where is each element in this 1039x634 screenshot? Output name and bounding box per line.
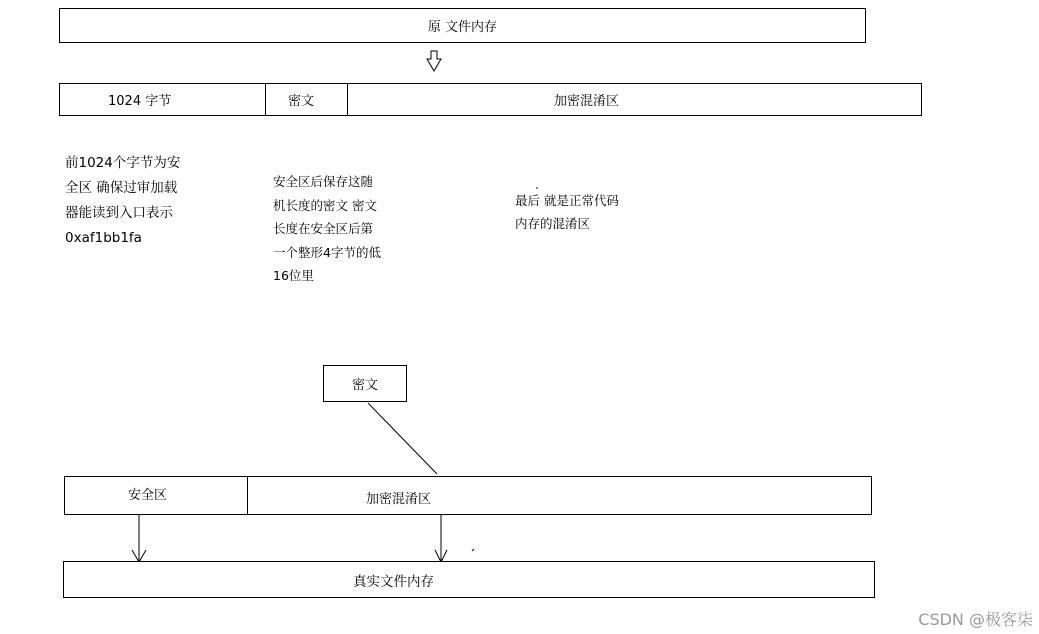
bytes-cell-label: 1024 字节 [108, 94, 172, 109]
cipher-note: 安全区后保存这随 机长度的密文 密文 长度在安全区后第 一个整形4字节的低 16位里 [273, 174, 381, 283]
middle-obfuscation-cell [248, 477, 871, 514]
obfuscation-down-arrow [435, 515, 447, 562]
real-file-memory-label: 真实文件内存 [353, 573, 434, 590]
layout-row [59, 83, 922, 116]
obfuscation-cell [348, 84, 921, 115]
safe-area-label: 安全区 [128, 488, 168, 503]
middle-row [64, 476, 872, 515]
stray-mark [472, 549, 474, 551]
safe-area-down-arrow [132, 515, 146, 562]
obfuscation-cell-label: 加密混淆区 [554, 94, 620, 109]
cipher-cell [266, 84, 348, 115]
real-file-memory-box [63, 561, 875, 598]
cipher-connector-line [368, 403, 437, 474]
original-file-memory-box [59, 8, 866, 43]
cipher-box-label: 密文 [351, 378, 378, 393]
safe-area-cell [65, 477, 248, 514]
original-file-memory-label: 原 文件内存 [427, 20, 498, 35]
hollow-down-arrow-icon [427, 51, 441, 71]
obfuscation-note: 最后 就是正常代码 内存的混淆区 [515, 193, 619, 231]
csdn-watermark: CSDN @极客柒 [918, 610, 1033, 629]
bytes-note: 前1024个字节为安 全区 确保过审加载 器能读到入口表示 0xaf1bb1fa [65, 155, 181, 246]
cipher-box [323, 365, 407, 402]
cipher-cell-label: 密文 [288, 94, 315, 109]
bytes-cell [60, 84, 266, 115]
middle-obfuscation-label: 加密混淆区 [366, 492, 432, 507]
